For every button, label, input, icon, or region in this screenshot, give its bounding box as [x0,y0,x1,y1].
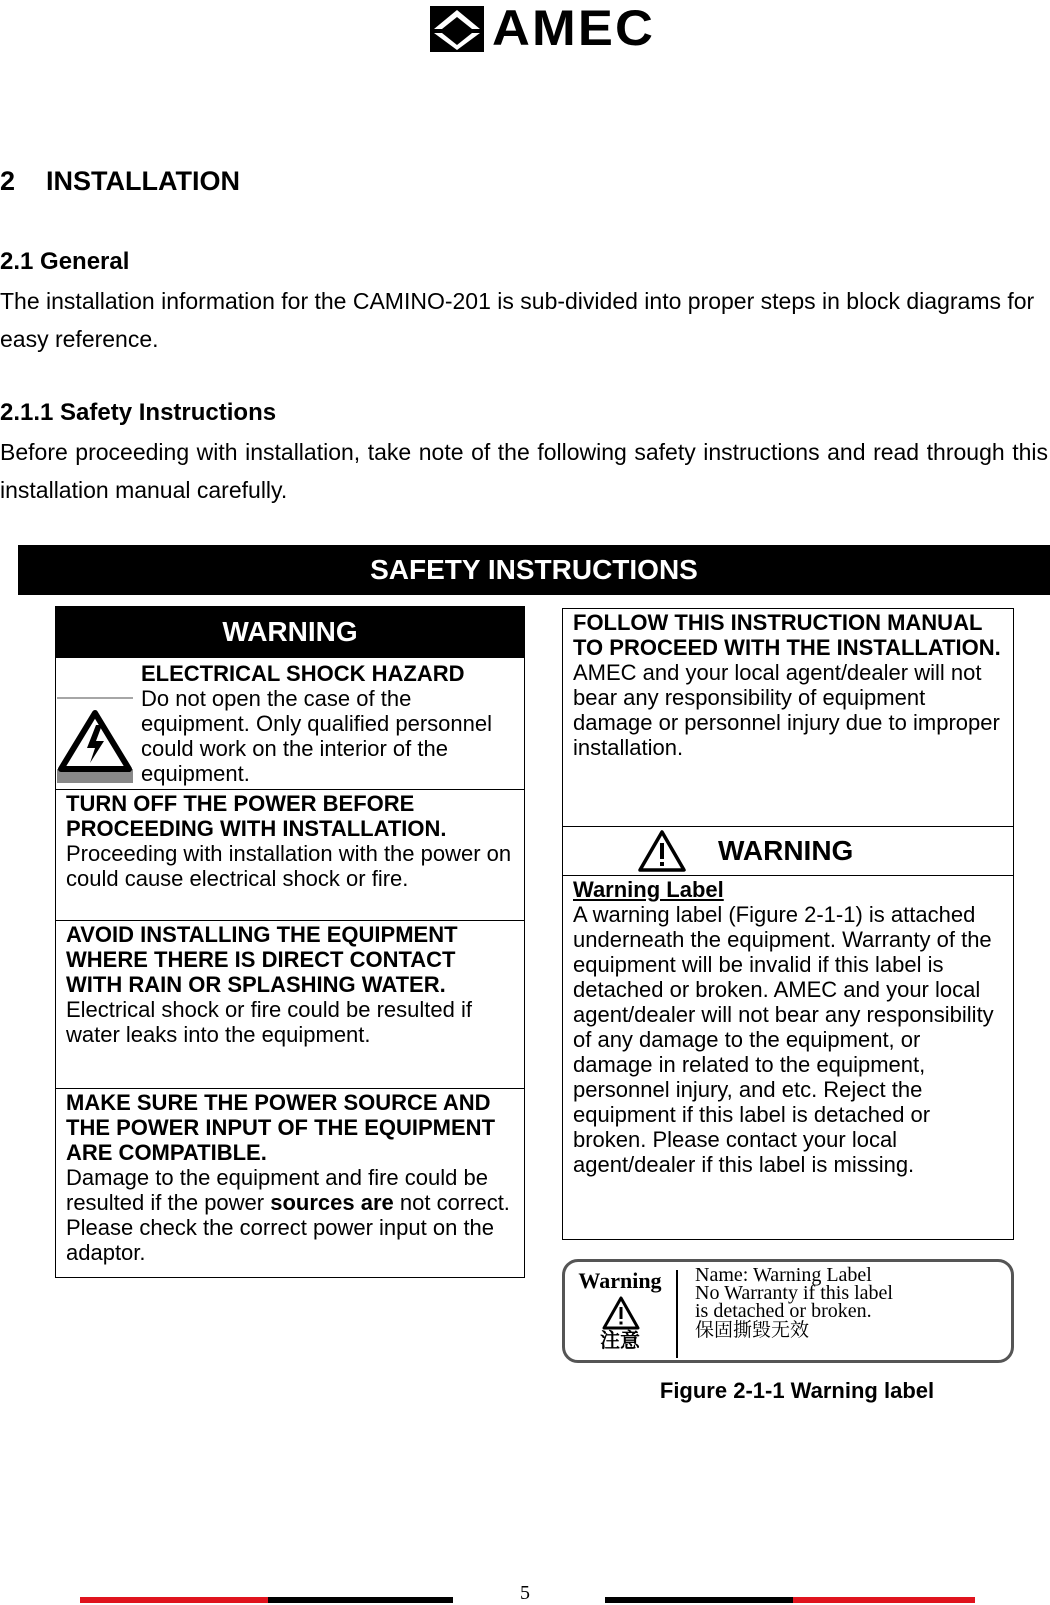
shock-title: ELECTRICAL SHOCK HAZARD [141,661,465,686]
warning-label-figure [562,1259,1014,1363]
section-title [0,166,240,197]
source-body-2: not correct. Please check the correct power input on the adaptor. [66,1190,510,1265]
general-body: The installation information for the CAMINO-201 is sub-divided into proper steps in block diagrams for easy reference. [0,288,1035,352]
right-warning-header [562,826,1014,876]
footer-rule-black-right [605,1597,793,1603]
general-heading: 2.1 General [0,248,130,275]
footer-rule-red-right [793,1597,975,1603]
right-warning-title: WARNING [718,835,854,866]
power-off-box [55,789,525,921]
power-body: Proceeding with installation with the power on could cause electrical shock or fire. [66,841,512,891]
source-title: MAKE SURE THE POWER SOURCE AND THE POWER INPUT OF THE EQUIPMENT ARE COMPATIBLE. [66,1090,496,1165]
label-chinese-word: 注意 [600,1330,640,1352]
label-title: Warning Label [573,877,724,902]
figure-caption: Figure 2-1-1 Warning label [659,1378,935,1403]
section-number: 2 [0,166,16,196]
warning-triangle-icon [637,829,687,873]
safety-instructions-banner: SAFETY INSTRUCTIONS [18,545,1050,595]
label-warning-word: Warning [578,1268,662,1293]
section-title-text: INSTALLATION [46,166,240,196]
safety-body: Before proceeding with installation, take note of the following safety instructions and read through this installation manual carefully. [0,439,1048,503]
water-body: Electrical shock or fire could be resulted if water leaks into the equipment. [66,997,472,1047]
label-divider [676,1270,678,1358]
page-number: 5 [520,1582,530,1604]
power-title: TURN OFF THE POWER BEFORE PROCEEDING WITH INSTALLATION. [66,791,447,841]
warning-label-box [562,875,1014,1240]
label-warning-triangle-icon [602,1296,640,1330]
shock-body: Do not open the case of the equipment. Only qualified personnel could work on the interior of the equipment. [141,686,493,786]
water-box [55,920,525,1089]
follow-title: FOLLOW THIS INSTRUCTION MANUAL TO PROCEED WITH THE INSTALLATION. [573,610,1001,660]
label-line-3: is detached or broken. [695,1300,872,1322]
label-line-2: No Warranty if this label [695,1282,893,1304]
water-title: AVOID INSTALLING THE EQUIPMENT WHERE THERE IS DIRECT CONTACT WITH RAIN OR SPLASHING WATER. [66,922,458,997]
source-body-1: Damage to the equipment and fire could be resulted if the power [66,1165,488,1215]
follow-manual-box [562,608,1014,827]
label-text-block [695,1266,995,1342]
label-body: A warning label (Figure 2-1-1) is attached underneath the equipment. Warranty of the equipment will be invalid if this label is detached or broken. AMEC and your local agent/dealer will not bear any responsibility of any damage to the equipment, or damage in related to the equipment, personnel injury, and etc. Reject the equipment if this label is detached or broken. Please contact your local agent/dealer if this label is missing. [573,902,994,1177]
shock-hazard-icon [57,659,130,783]
electrical-shock-box [55,657,525,790]
label-line-4: 保固撕毀无效 [695,1320,810,1341]
follow-body: AMEC and your local agent/dealer will not bear any responsibility of equipment damage or personnel injury due to improper installation. [573,660,1000,760]
safety-heading: 2.1.1 Safety Instructions [0,399,277,426]
source-body-bold: sources are [270,1190,394,1215]
label-line-1: Name: Warning Label [695,1264,872,1286]
power-source-box [55,1088,525,1278]
footer-rule-black-left [268,1597,453,1603]
brand-name: AMEC [492,0,655,56]
amec-logo-mark-icon [430,6,490,58]
warning-header: WARNING [55,606,525,658]
footer-rule-red-left [80,1597,268,1603]
amec-logo [430,0,655,56]
